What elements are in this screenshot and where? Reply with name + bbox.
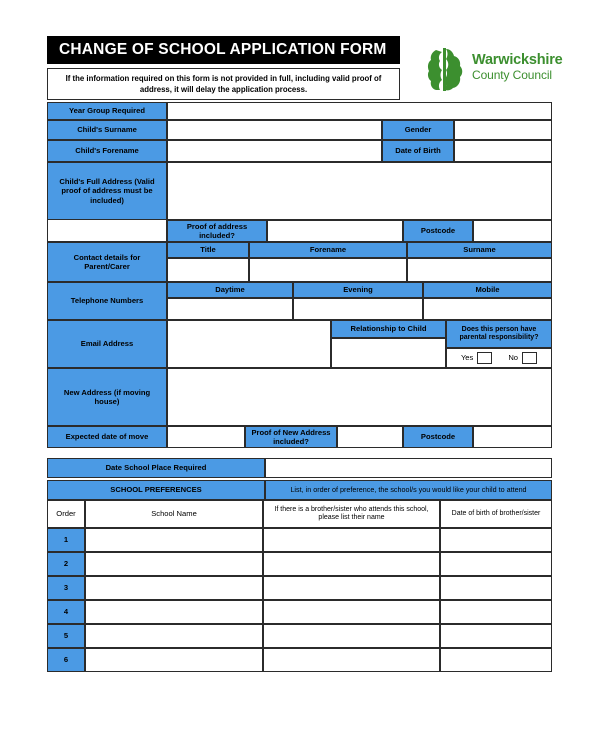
year-group-label: Year Group Required [47, 102, 167, 120]
proof-of-new-address-label: Proof of New Address included? [245, 426, 337, 448]
date-school-place-required-input[interactable] [265, 458, 552, 478]
new-address-input[interactable] [167, 368, 552, 426]
expected-date-of-move-input[interactable] [167, 426, 245, 448]
relationship-to-child-label: Relationship to Child [331, 320, 446, 338]
form-title-bar [47, 36, 400, 64]
table-row-sibling-name-6[interactable] [263, 648, 440, 672]
title-label: Title [167, 242, 249, 258]
page-title: CHANGE OF SCHOOL APPLICATION FORM [59, 41, 387, 58]
evening-label: Evening [293, 282, 423, 298]
telephone-numbers-label: Telephone Numbers [47, 282, 167, 320]
column-header-sibling-name: If there is a brother/sister who attends this school, please list their name [263, 500, 440, 528]
year-group-input[interactable] [167, 102, 552, 120]
table-row-sibling-name-1[interactable] [263, 528, 440, 552]
childs-full-address-label: Child's Full Address (Valid proof of address must be included) [47, 162, 167, 220]
proof-of-address-spacer [47, 220, 167, 242]
table-row-school-name-4[interactable] [85, 600, 263, 624]
logo-line-2: County Council [472, 67, 552, 82]
parental-responsibility-options [446, 348, 552, 368]
surname-label: Surname [407, 242, 552, 258]
parental-responsibility-no[interactable] [508, 352, 537, 364]
table-row-order-1: 1 [47, 528, 85, 552]
childs-surname-input[interactable] [167, 120, 382, 140]
table-row-sibling-dob-3[interactable] [440, 576, 552, 600]
table-row-sibling-dob-2[interactable] [440, 552, 552, 576]
proof-of-new-address-input[interactable] [337, 426, 403, 448]
table-row-sibling-dob-6[interactable] [440, 648, 552, 672]
table-row-sibling-name-3[interactable] [263, 576, 440, 600]
email-address-input[interactable] [167, 320, 331, 368]
table-row-school-name-1[interactable] [85, 528, 263, 552]
no-label: No [508, 353, 519, 363]
expected-date-of-move-label: Expected date of move [47, 426, 167, 448]
table-row-sibling-name-2[interactable] [263, 552, 440, 576]
surname-input[interactable] [407, 258, 552, 282]
table-row-school-name-5[interactable] [85, 624, 263, 648]
date-of-birth-label: Date of Birth [382, 140, 454, 162]
mobile-label: Mobile [423, 282, 552, 298]
table-row-school-name-6[interactable] [85, 648, 263, 672]
table-row-sibling-dob-4[interactable] [440, 600, 552, 624]
proof-of-address-input[interactable] [267, 220, 403, 242]
table-row-sibling-name-4[interactable] [263, 600, 440, 624]
parental-responsibility-yes[interactable] [461, 352, 492, 364]
bear-and-staff-icon [424, 46, 466, 92]
gender-input[interactable] [454, 120, 552, 140]
date-of-birth-input[interactable] [454, 140, 552, 162]
yes-label: Yes [460, 353, 474, 363]
form-notice: If the information required on this form is not provided in full, including valid proof of address, it will delay the application process. [47, 68, 400, 100]
childs-forename-label: Child's Forename [47, 140, 167, 162]
no-checkbox[interactable] [522, 352, 537, 364]
table-row-order-3: 3 [47, 576, 85, 600]
new-address-label: New Address (if moving house) [47, 368, 167, 426]
childs-surname-label: Child's Surname [47, 120, 167, 140]
postcode-input[interactable] [473, 220, 552, 242]
column-header-sibling-dob: Date of birth of brother/sister [440, 500, 552, 528]
evening-input[interactable] [293, 298, 423, 320]
column-header-order: Order [47, 500, 85, 528]
logo-wordmark [472, 52, 574, 82]
date-school-place-required-label: Date School Place Required [47, 458, 265, 478]
school-preferences-instruction: List, in order of preference, the school/s you would like your child to attend [265, 480, 552, 500]
table-row-sibling-name-5[interactable] [263, 624, 440, 648]
title-input[interactable] [167, 258, 249, 282]
proof-of-address-label: Proof of address included? [167, 220, 267, 242]
daytime-label: Daytime [167, 282, 293, 298]
email-address-label: Email Address [47, 320, 167, 368]
new-postcode-label: Postcode [403, 426, 473, 448]
mobile-input[interactable] [423, 298, 552, 320]
gender-label: Gender [382, 120, 454, 140]
table-row-order-4: 4 [47, 600, 85, 624]
daytime-input[interactable] [167, 298, 293, 320]
yes-checkbox[interactable] [477, 352, 492, 364]
logo-line-1: Warwickshire [472, 52, 563, 68]
table-row-order-6: 6 [47, 648, 85, 672]
school-preferences-title: SCHOOL PREFERENCES [47, 480, 265, 500]
forename-label: Forename [249, 242, 407, 258]
table-row-sibling-dob-5[interactable] [440, 624, 552, 648]
childs-forename-input[interactable] [167, 140, 382, 162]
contact-details-label: Contact details for Parent/Carer [47, 242, 167, 282]
table-row-order-2: 2 [47, 552, 85, 576]
childs-full-address-input[interactable] [167, 162, 552, 220]
postcode-label: Postcode [403, 220, 473, 242]
table-row-sibling-dob-1[interactable] [440, 528, 552, 552]
table-row-order-5: 5 [47, 624, 85, 648]
forename-input[interactable] [249, 258, 407, 282]
warwickshire-county-council-logo [424, 46, 574, 94]
table-row-school-name-2[interactable] [85, 552, 263, 576]
relationship-to-child-input[interactable] [331, 338, 446, 368]
new-postcode-input[interactable] [473, 426, 552, 448]
table-row-school-name-3[interactable] [85, 576, 263, 600]
column-header-school-name: School Name [85, 500, 263, 528]
parental-responsibility-label: Does this person have parental responsibility? [446, 320, 552, 348]
